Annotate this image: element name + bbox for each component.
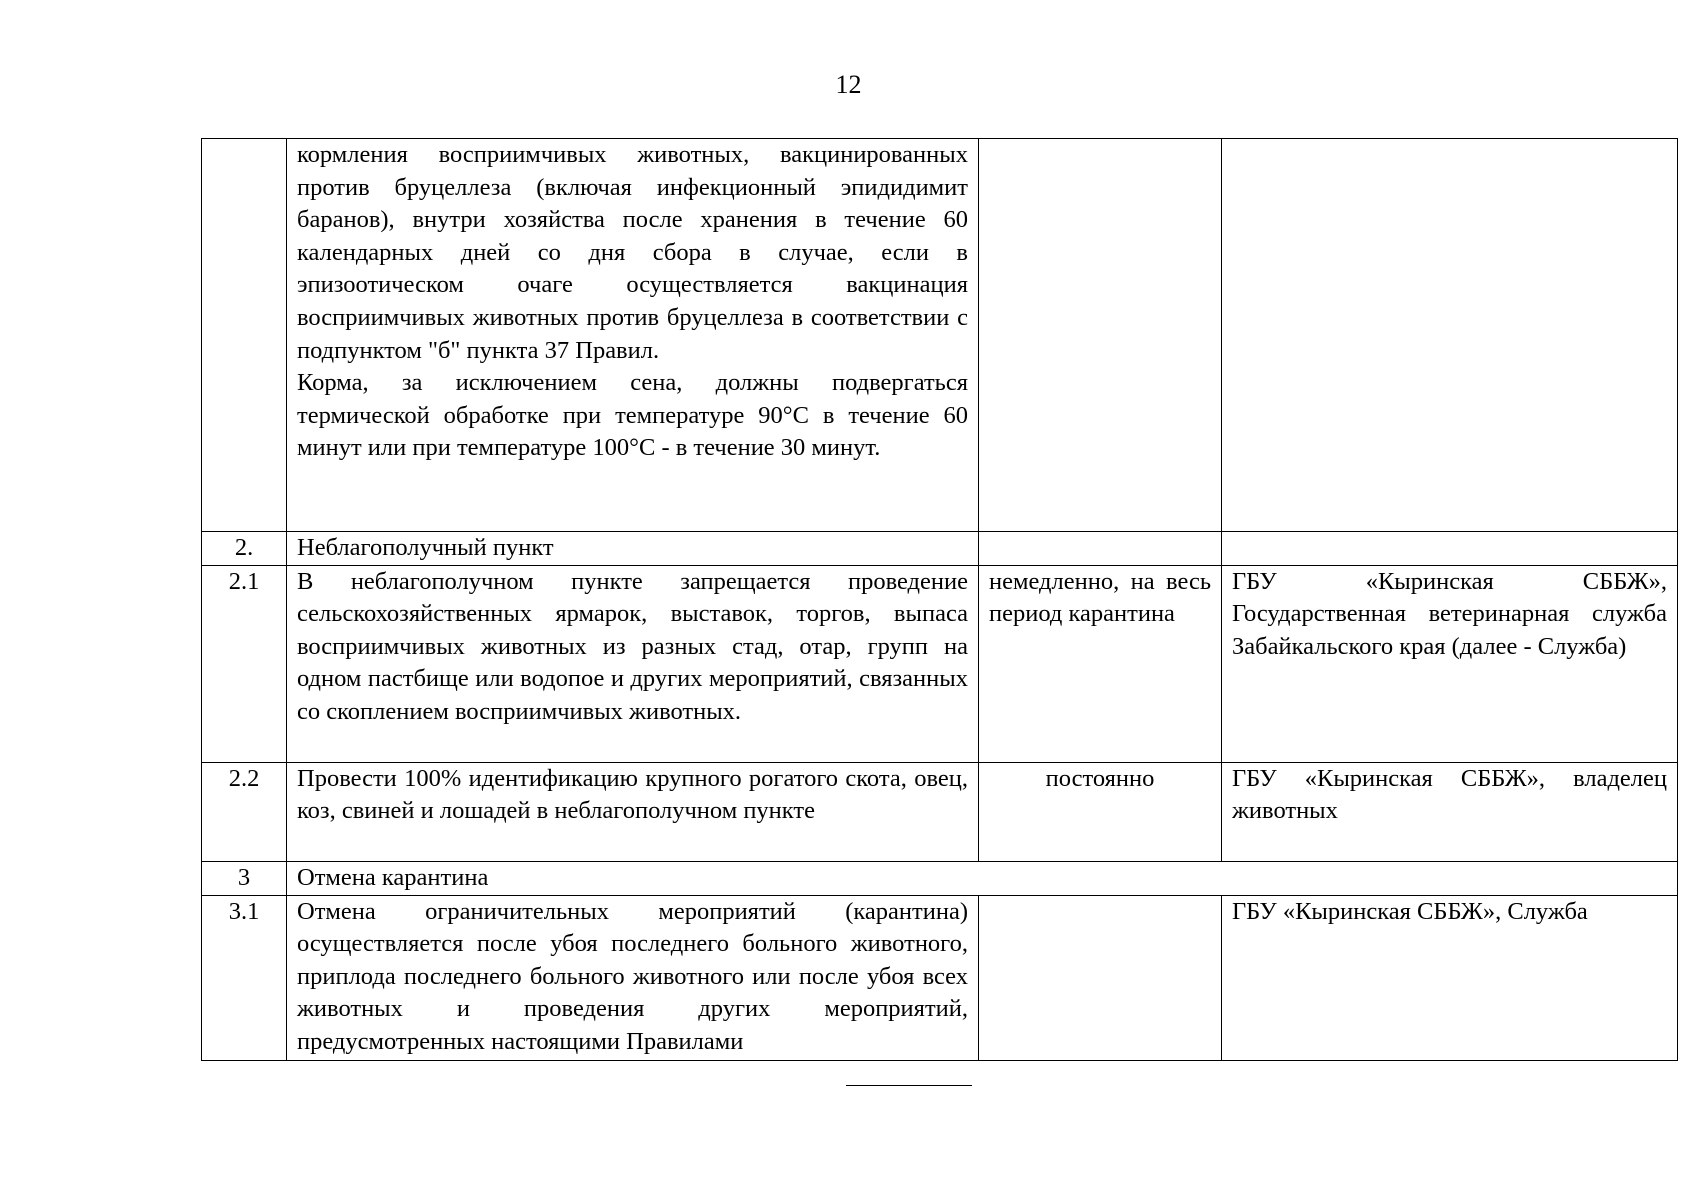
table-row <box>202 861 1678 895</box>
responsible-cell: ГБУ «Кыринская СББЖ», Государственная ветеринарная служба Забайкальского края (далее - Служба) <box>1222 565 1678 762</box>
footer-separator-line <box>846 1085 972 1086</box>
measure-cell: Неблагополучный пункт <box>287 532 979 566</box>
responsible-cell: ГБУ «Кыринская СББЖ», Служба <box>1222 895 1678 1060</box>
responsible-cell <box>1222 532 1678 566</box>
row-number: 3.1 <box>202 895 287 1060</box>
table-row <box>202 762 1678 861</box>
table-row <box>202 895 1678 1060</box>
table-row <box>202 565 1678 762</box>
section-title-cell: Отмена карантина <box>287 861 1678 895</box>
term-cell <box>979 139 1222 532</box>
row-number <box>202 139 287 532</box>
measure-cell: Провести 100% идентификацию крупного рогатого скота, овец, коз, свиней и лошадей в неблагополучном пункте <box>287 762 979 861</box>
term-cell <box>979 895 1222 1060</box>
row-number: 2.2 <box>202 762 287 861</box>
row-number: 3 <box>202 861 287 895</box>
term-cell: немедленно, на весь период карантина <box>979 565 1222 762</box>
measure-paragraph: Корма, за исключением сена, должны подвергаться термической обработке при температуре 90°С в течение 60 минут или при температуре 100°С - в течение 30 минут. <box>297 369 968 462</box>
table-row <box>202 532 1678 566</box>
measure-paragraph: кормления восприимчивых животных, вакцинированных против бруцеллеза (включая инфекционный эпидидимит баранов), внутри хозяйства после хранения в течение 60 календарных дней со дня сбора в случае, если в эпизоотическом очаге осуществляется вакцинация восприимчивых животных против бруцеллеза в соответствии с подпунктом "б" пункта 37 Правил. <box>297 141 968 364</box>
row-number: 2.1 <box>202 565 287 762</box>
measure-cell: В неблагополучном пункте запрещается проведение сельскохозяйственных ярмарок, выставок, торгов, выпаса восприимчивых животных из разных стад, отар, групп на одном пастбище или водопое и других мероприятий, связанных со скоплением восприимчивых животных. <box>287 565 979 762</box>
measures-table <box>201 138 1678 1061</box>
term-cell: постоянно <box>979 762 1222 861</box>
responsible-cell: ГБУ «Кыринская СББЖ», владелец животных <box>1222 762 1678 861</box>
term-cell <box>979 532 1222 566</box>
measure-cell <box>287 139 979 532</box>
responsible-cell <box>1222 139 1678 532</box>
table-row <box>202 139 1678 532</box>
page-number: 12 <box>835 70 862 99</box>
measure-cell: Отмена ограничительных мероприятий (карантина) осуществляется после убоя последнего больного животного, приплода последнего больного животного или после убоя всех животных и проведения других мероприятий, предусмотренных настоящими Правилами <box>287 895 979 1060</box>
row-number: 2. <box>202 532 287 566</box>
